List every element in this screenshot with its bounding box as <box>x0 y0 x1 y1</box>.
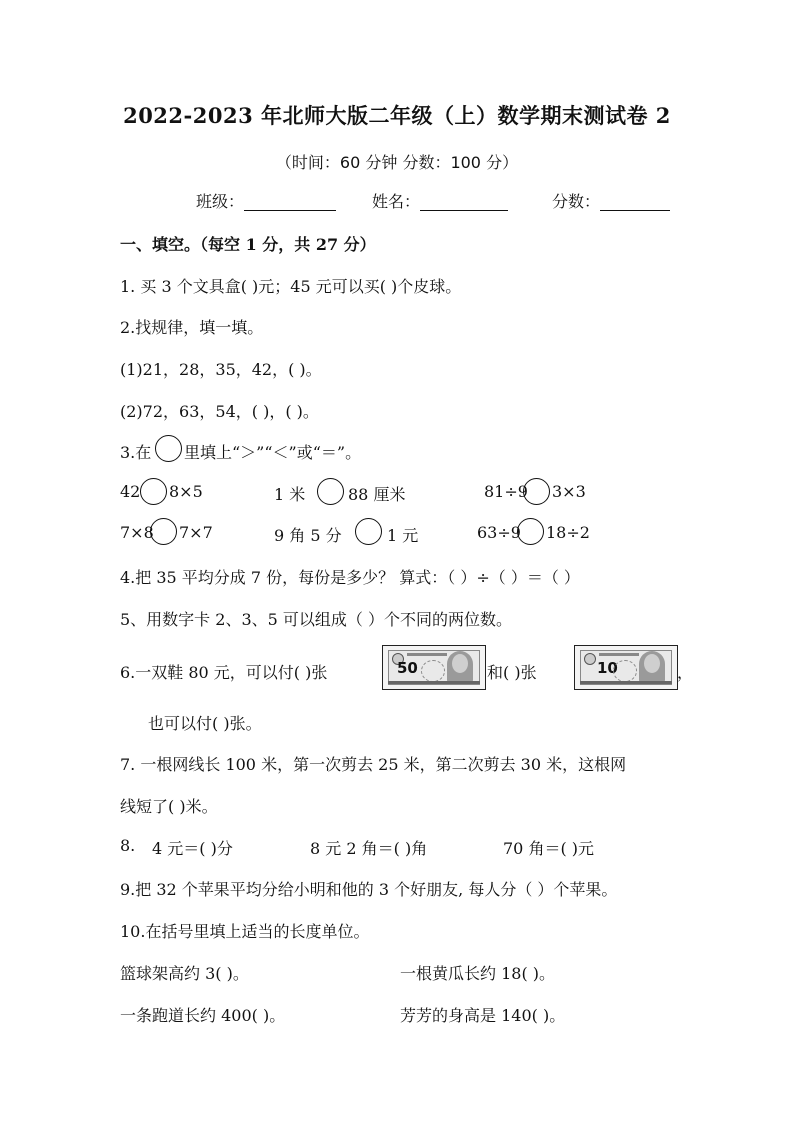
class-field <box>196 189 336 212</box>
banknote-50-image <box>382 645 486 690</box>
banknote-10-image <box>574 645 678 690</box>
compare-left: 42 <box>120 482 141 501</box>
question-10-item-a: 篮球架高约 3( )。 <box>120 964 249 983</box>
compare-circle[interactable] <box>140 478 167 505</box>
banknote-value: 50 <box>397 659 418 677</box>
compare-left: 63÷9 <box>477 523 521 542</box>
name-field <box>372 189 508 212</box>
class-label: 班级： <box>196 192 245 211</box>
question-4: 4.把 35 平均分成 7 份，每份是多少？ 算式：（ ）÷（ ）＝（ ） <box>120 568 580 587</box>
compare-right: 88 厘米 <box>348 485 406 504</box>
compare-right: 8×5 <box>169 482 203 501</box>
question-2-part-2: (2)72，63，54，( )，( )。 <box>120 402 319 421</box>
compare-circle-example <box>155 435 182 462</box>
question-1: 1. 买 3 个文具盒( )元；45 元可以买( )个皮球。 <box>120 277 462 296</box>
question-10: 10.在括号里填上适当的长度单位。 <box>120 922 370 941</box>
question-10-item-b: 一根黄瓜长约 18( )。 <box>400 964 556 983</box>
question-7-line-1: 7. 一根网线长 100 米，第一次剪去 25 米，第二次剪去 30 米，这根网 <box>120 755 627 774</box>
compare-left: 7×8 <box>120 523 154 542</box>
class-blank[interactable] <box>244 194 336 211</box>
compare-left: 81÷9 <box>484 482 528 501</box>
section-heading: 一、填空。（每空 1 分，共 27 分） <box>120 235 376 254</box>
name-blank[interactable] <box>420 194 508 211</box>
question-8-part-a: 4 元＝( )分 <box>152 839 233 858</box>
compare-left: 9 角 5 分 <box>274 526 342 545</box>
question-9: 9.把 32 个苹果平均分给小明和他的 3 个好朋友, 每人分（ ）个苹果。 <box>120 880 618 899</box>
question-8-part-c: 70 角＝( )元 <box>503 839 595 858</box>
banknote-value: 10 <box>597 659 618 677</box>
question-8-number: 8. <box>120 836 136 855</box>
compare-circle[interactable] <box>523 478 550 505</box>
compare-circle[interactable] <box>317 478 344 505</box>
question-7-line-2: 线短了( )米。 <box>120 797 218 816</box>
question-6-part-a: 6.一双鞋 80 元，可以付( )张 <box>120 663 328 682</box>
compare-right: 7×7 <box>179 523 213 542</box>
compare-circle[interactable] <box>355 518 382 545</box>
question-6-line-2: 也可以付( )张。 <box>148 714 262 733</box>
question-2: 2.找规律，填一填。 <box>120 318 264 337</box>
emblem-icon <box>584 653 596 665</box>
score-blank[interactable] <box>600 194 670 211</box>
question-10-item-c: 一条跑道长约 400( )。 <box>120 1006 286 1025</box>
compare-right: 3×3 <box>552 482 586 501</box>
question-2-part-1: (1)21，28，35，42，( )。 <box>120 360 322 379</box>
compare-left: 1 米 <box>274 485 306 504</box>
question-6-part-b: 和( )张 <box>487 663 537 682</box>
compare-right: 1 元 <box>387 526 419 545</box>
score-label: 分数： <box>552 192 601 211</box>
compare-circle[interactable] <box>517 518 544 545</box>
question-3-prefix: 3.在 <box>120 443 152 462</box>
compare-right: 18÷2 <box>546 523 590 542</box>
question-10-item-d: 芳芳的身高是 140( )。 <box>400 1006 566 1025</box>
question-3-text: 里填上“＞”“＜”或“＝”。 <box>184 443 362 462</box>
name-label: 姓名： <box>372 192 421 211</box>
exam-subtitle: （时间：60 分钟 分数：100 分） <box>275 153 519 172</box>
question-8-part-b: 8 元 2 角＝( )角 <box>310 839 428 858</box>
question-6-comma: ， <box>677 663 694 682</box>
question-5: 5、用数字卡 2、3、5 可以组成（ ）个不同的两位数。 <box>120 610 512 629</box>
compare-circle[interactable] <box>150 518 177 545</box>
score-field <box>552 189 670 212</box>
exam-title: 2022-2023 年北师大版二年级（上）数学期末测试卷 2 <box>123 103 671 128</box>
